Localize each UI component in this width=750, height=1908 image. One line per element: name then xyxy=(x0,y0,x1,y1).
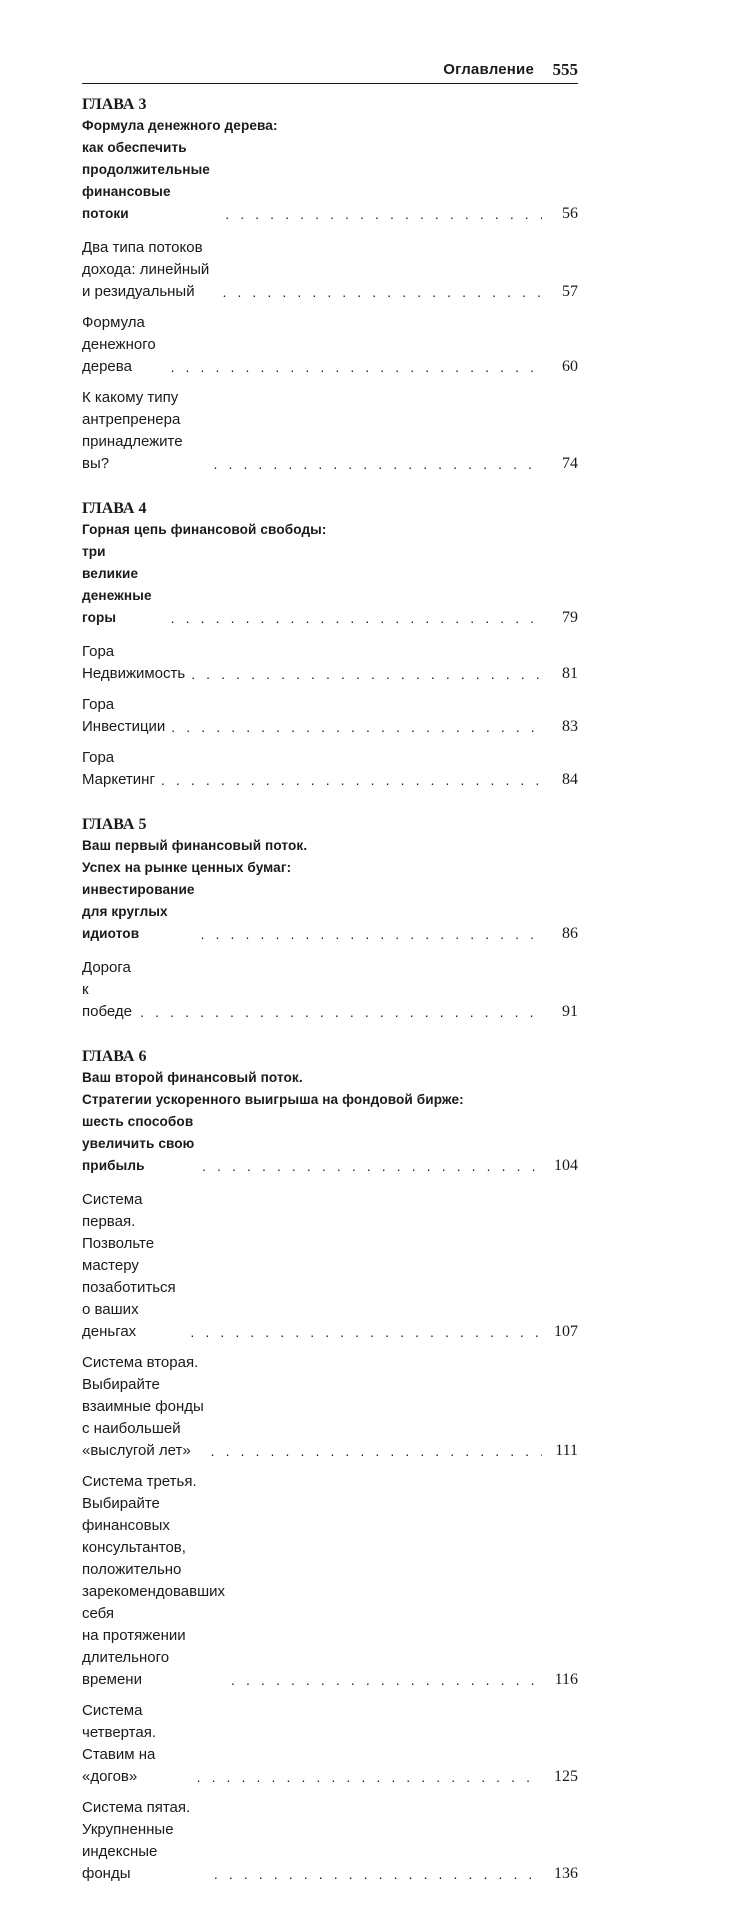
chapter-label: ГЛАВА 5 xyxy=(82,816,147,833)
toc-entry-line: Гора Недвижимость xyxy=(82,643,186,682)
toc-entry-line: К какому типу антрепренера принадлежите вы? xyxy=(82,389,183,472)
toc-page-number: 91 xyxy=(562,1003,578,1020)
toc-entry[interactable] xyxy=(82,1352,578,1462)
toc-entry-line: Гора Маркетинг xyxy=(82,749,155,788)
toc-page-number: 86 xyxy=(562,925,578,942)
dot-leader xyxy=(213,453,542,475)
toc-entry-line: Система первая. Позвольте мастеру xyxy=(82,1191,155,1274)
chapter-title-line: Ваш первый финансовый поток. xyxy=(82,838,308,853)
chapter-label: ГЛАВА 3 xyxy=(82,96,147,113)
toc-entry-line: Система третья. Выбирайте финансовых консультантов, xyxy=(82,1473,197,1556)
toc-entry-line: как обеспечить продолжительные финансовые потоки xyxy=(82,140,210,221)
toc-page-number: 125 xyxy=(554,1768,578,1785)
chapter-block xyxy=(82,1046,578,1885)
toc-entry-line: Система четвертая. Ставим на «догов» xyxy=(82,1702,157,1785)
dot-leader xyxy=(197,1766,542,1788)
running-header-title: Оглавление xyxy=(443,61,534,78)
toc-main-entry[interactable] xyxy=(82,879,578,945)
toc-page-number: 74 xyxy=(562,455,578,472)
toc-page-number: 56 xyxy=(562,205,578,222)
toc-entry[interactable] xyxy=(82,957,578,1023)
chapter-title-line: Формула денежного дерева: xyxy=(82,118,278,133)
toc-entry-text xyxy=(82,1700,191,1788)
toc-entry-text xyxy=(82,1352,205,1462)
toc-entry-line: с наибольшей «выслугой лет» xyxy=(82,1420,191,1459)
toc-entry-text xyxy=(82,237,216,303)
dot-leader xyxy=(202,1155,542,1177)
dot-leader xyxy=(191,663,542,685)
toc-page-number: 81 xyxy=(562,665,578,682)
running-header-page-number: 555 xyxy=(552,60,578,79)
toc-entry-line: положительно зарекомендовавших себя xyxy=(82,1561,226,1622)
dot-leader xyxy=(140,1001,542,1023)
toc-entry-text xyxy=(82,137,219,225)
toc-page-number: 136 xyxy=(554,1865,578,1882)
toc-entry-text xyxy=(82,957,134,1023)
toc-page-number: 83 xyxy=(562,718,578,735)
toc-page-number: 84 xyxy=(562,771,578,788)
dot-leader xyxy=(201,923,542,945)
toc-entry[interactable] xyxy=(82,694,578,738)
toc-entry-line: Гора Инвестиции xyxy=(82,696,166,735)
dot-leader xyxy=(171,607,542,629)
toc-entry-line: позаботиться о ваших деньгах xyxy=(82,1279,176,1340)
toc-entry[interactable] xyxy=(82,641,578,685)
toc-entry-text xyxy=(82,641,185,685)
toc-entry-text xyxy=(82,747,155,791)
chapter-label: ГЛАВА 4 xyxy=(82,500,147,517)
toc-main-entry[interactable] xyxy=(82,137,578,225)
toc-page-number: 57 xyxy=(562,283,578,300)
toc-entry-text xyxy=(82,1797,208,1885)
toc-entry[interactable] xyxy=(82,1471,578,1691)
toc-entry-text xyxy=(82,541,165,629)
chapter-block xyxy=(82,498,578,791)
toc-entry-text xyxy=(82,312,165,378)
dot-leader xyxy=(190,1321,542,1343)
running-header xyxy=(82,57,578,84)
toc-entry[interactable] xyxy=(82,1700,578,1788)
toc-page-number: 107 xyxy=(554,1323,578,1340)
toc-entry-line: инвестирование для круглых идиотов xyxy=(82,882,195,941)
dot-leader xyxy=(171,716,542,738)
toc-page-number: 111 xyxy=(555,1442,578,1459)
dot-leader xyxy=(225,203,542,225)
toc-entry-line: Дорога к победе xyxy=(82,959,132,1020)
dot-leader xyxy=(214,1863,542,1885)
chapter-label: ГЛАВА 6 xyxy=(82,1048,147,1065)
toc-entry-line: Система вторая. Выбирайте взаимные фонды xyxy=(82,1354,204,1415)
toc-entry-text xyxy=(82,1189,184,1343)
toc-entry-line: шесть способов увеличить свою прибыль xyxy=(82,1114,195,1173)
toc-entry-text xyxy=(82,1111,196,1177)
toc-entry[interactable] xyxy=(82,747,578,791)
dot-leader xyxy=(222,281,542,303)
chapter-title-line: Ваш второй финансовый поток. xyxy=(82,1070,303,1085)
chapter-title-line: Успех на рынке ценных бумаг: xyxy=(82,860,292,875)
toc-entry[interactable] xyxy=(82,312,578,378)
toc-entry-line: Формула денежного дерева xyxy=(82,314,156,375)
toc-main-entry[interactable] xyxy=(82,1111,578,1177)
toc-entry-text xyxy=(82,1471,225,1691)
toc-entry-text xyxy=(82,879,195,945)
toc-page-number: 104 xyxy=(554,1157,578,1174)
toc-entry-text xyxy=(82,694,165,738)
toc-page-number: 116 xyxy=(554,1671,578,1688)
toc-entry-line: Два типа потоков дохода: линейный и резидуальный xyxy=(82,239,210,300)
chapter-block xyxy=(82,94,578,475)
dot-leader xyxy=(211,1440,542,1462)
toc-entry-line: на протяжении длительного времени xyxy=(82,1627,186,1688)
dot-leader xyxy=(171,356,542,378)
toc-entry[interactable] xyxy=(82,237,578,303)
chapter-block xyxy=(82,814,578,1023)
dot-leader xyxy=(231,1669,542,1691)
toc-page-number: 60 xyxy=(562,358,578,375)
toc-entry-line: три великие денежные горы xyxy=(82,544,152,625)
toc-entry-text xyxy=(82,387,207,475)
chapter-title-line: Горная цепь финансовой свободы: xyxy=(82,522,327,537)
toc-entry[interactable] xyxy=(82,1797,578,1885)
dot-leader xyxy=(161,769,542,791)
toc-entry[interactable] xyxy=(82,387,578,475)
toc-entry-line: Система пятая. Укрупненные индексные фонды xyxy=(82,1799,191,1882)
table-of-contents xyxy=(82,94,578,1908)
chapter-title-line: Стратегии ускоренного выигрыша на фондовой бирже: xyxy=(82,1092,464,1107)
toc-main-entry[interactable] xyxy=(82,541,578,629)
toc-page-number: 79 xyxy=(562,609,578,626)
toc-entry[interactable] xyxy=(82,1189,578,1343)
